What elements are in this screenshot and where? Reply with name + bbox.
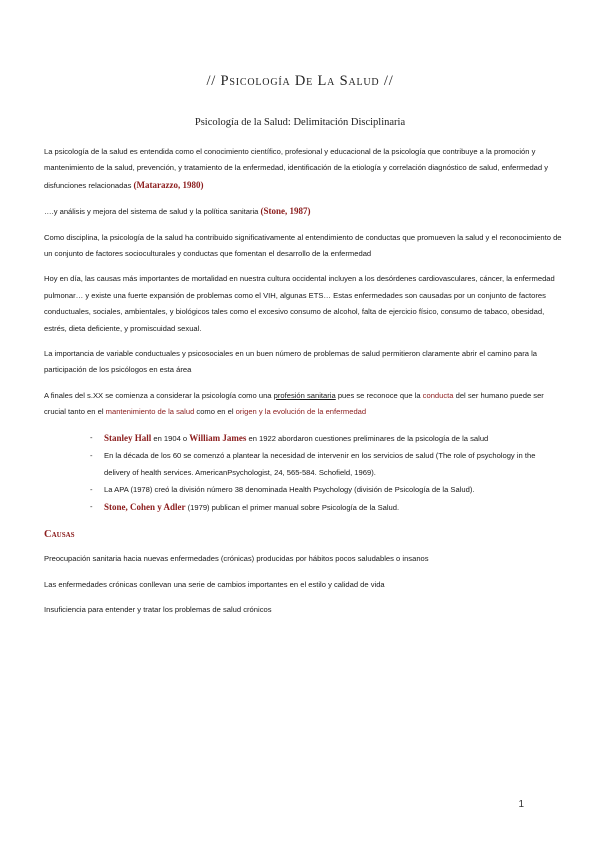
- cause-item: Insuficiencia para entender y tratar los problemas de salud crónicos: [44, 604, 272, 614]
- history-list: [44, 430, 562, 517]
- highlight-mantenimiento: mantenimiento de la salud: [105, 407, 195, 417]
- name-stone-cohen-adler: Stone, Cohen y Adler: [104, 502, 186, 513]
- list-item: - En la década de los 60 se comenzó a plantear la necesidad de intervenir en los servicios de salud (The role of psychology in the delivery of health services. AmericanPsychologist, 24, 565-584. Schofield, 1969).: [104, 448, 562, 481]
- citation-matarazzo: (Matarazzo, 1980): [133, 179, 204, 190]
- page-subtitle: Psicología de la Salud: Delimitación Disciplinaria: [194, 117, 406, 128]
- text-segment: en 1922 abordaron cuestiones preliminares de la psicología de la salud: [246, 433, 489, 443]
- paragraph-importance: La importancia de variable conductuales y psicosociales en un buen número de problemas de salud permitieron claramente abrir el camino para la participación de los psicólogos en esta área: [44, 349, 538, 375]
- cause-item: Preocupación sanitaria hacia nuevas enfermedades (crónicas) producidas por hábitos pocos saludables o insanos: [44, 554, 429, 564]
- paragraph-text: ….y análisis y mejora del sistema de salud y la política sanitaria: [44, 207, 261, 217]
- text-segment: del ser humano puede ser crucial tanto en el: [44, 390, 544, 417]
- list-item: - La APA (1978) creó la división número 38 denominada Health Psychology (división de Psicología de la Salud).: [104, 482, 562, 498]
- text-segment: A finales del s.XX se comienza a considerar la psicología como una: [44, 390, 274, 400]
- paragraph-mortality: Hoy en día, las causas más importantes de mortalidad en nuestra cultura occidental incluyen a los desórdenes cardiovasculares, cáncer, la enfermedad pulmonar… y existe una fuerte expansión de problemas como el VIH, algunas ETS… Estas enfermedades son causadas por un conjunto de factores conductuales, sociales, ambientales, y biológicos tales como el excesivo consumo de alcohol, falta de ejercicio físico, consumo de tabaco, obesidad, estrés, dieta deficiente, y promiscuidad sexual.: [44, 274, 555, 333]
- profesion-sanitaria-underlined: profesión sanitaria: [273, 390, 336, 400]
- text-segment: pues se reconoce que la: [335, 390, 423, 400]
- highlight-conducta: conducta: [422, 390, 454, 400]
- name-stanley-hall: Stanley Hall: [104, 432, 152, 443]
- paragraph-professional: [44, 388, 562, 421]
- paragraph-stone: [44, 203, 562, 220]
- list-item: [104, 499, 562, 516]
- name-william-james: William James: [189, 432, 247, 443]
- cause-item: Las enfermedades crónicas conllevan una serie de cambios importantes en el estilo y calidad de vida: [44, 579, 385, 589]
- text-segment: (1979) publican el primer manual sobre Psicología de la Salud.: [185, 503, 400, 513]
- paragraph-text: La psicología de la salud es entendida como el conocimiento científico, profesional y educacional de la psicología que contribuye a la promoción y mantenimiento de la salud, prevención, y tratamiento de la enfermedad, identificación de la etiología y correlación diagnóstico de salud, enfermedad y disfunciones relacionadas: [44, 147, 549, 190]
- page-title: // Psicología De La Salud //: [206, 73, 394, 89]
- page-number: 1: [518, 799, 524, 810]
- document-body: [44, 144, 562, 627]
- highlight-origen: origen y la evolución de la enfermedad: [235, 407, 367, 417]
- paragraph-definition: [44, 144, 562, 194]
- section-heading-causas: Causas: [44, 528, 75, 540]
- paragraph-discipline: Como disciplina, la psicología de la salud ha contribuido significativamente al entendimiento de conductas que promueven la salud y el reconocimiento de un conjunto de factores socioculturales y conductas que fomentan el desarrollo de la enfermedad: [44, 232, 562, 259]
- list-item: [104, 430, 562, 447]
- text-segment: como en el: [194, 407, 236, 417]
- citation-stone: (Stone, 1987): [260, 206, 311, 217]
- text-segment: en 1904 o: [151, 433, 190, 443]
